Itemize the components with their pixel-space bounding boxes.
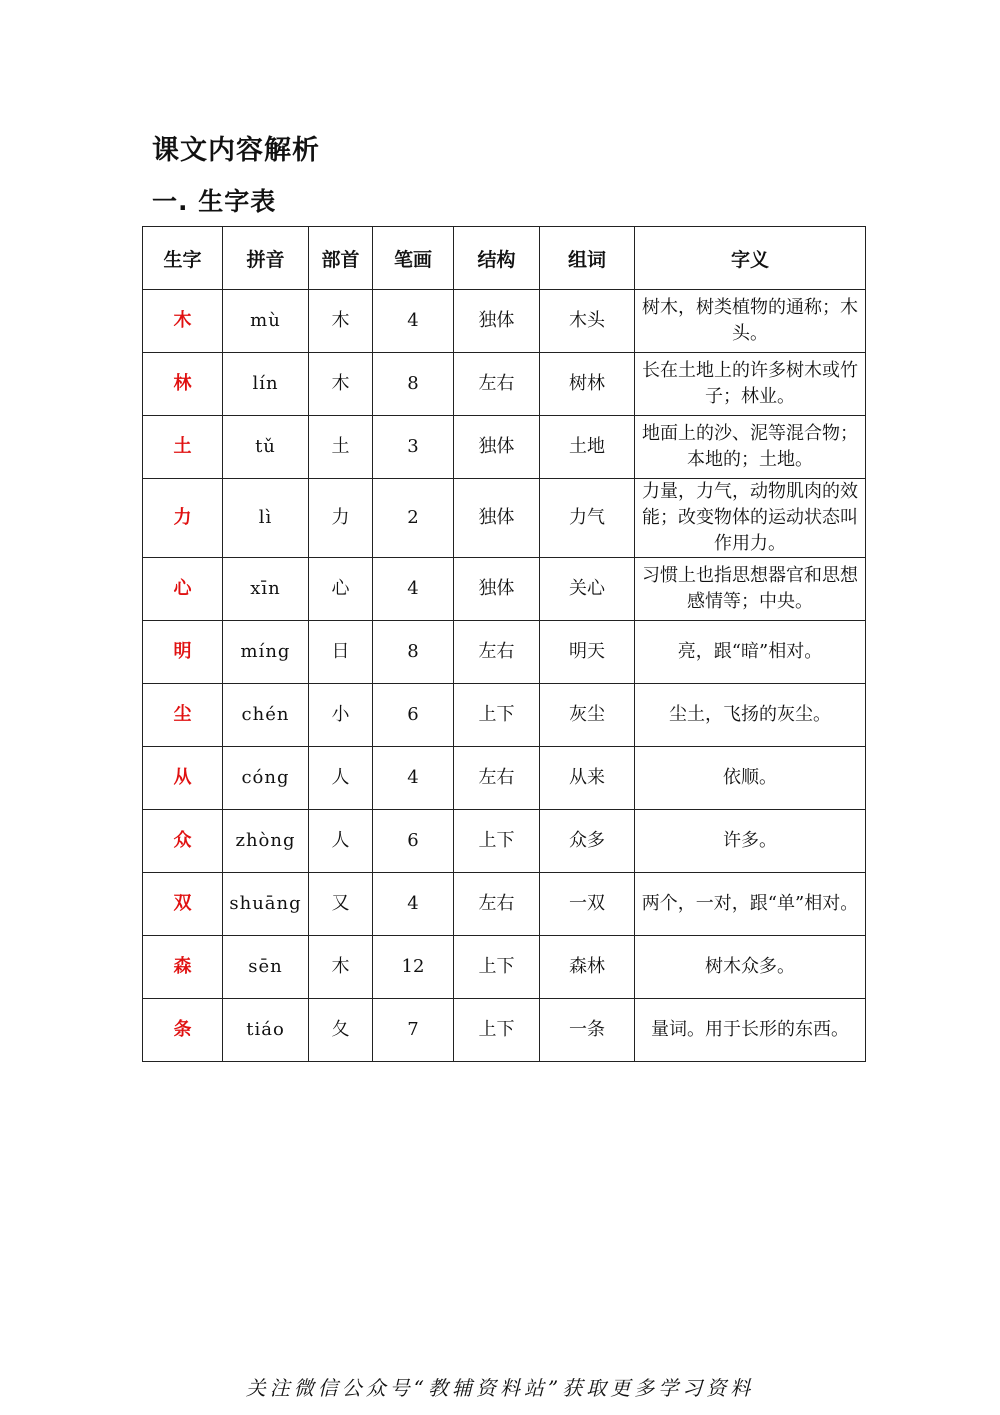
meaning-cell: 依顺。 [635, 747, 866, 810]
radical-cell: 日 [309, 621, 373, 684]
pinyin-cell: mù [223, 290, 309, 353]
structure-cell: 左右 [454, 747, 540, 810]
table-header-row [143, 227, 866, 290]
table-row [143, 747, 866, 810]
word-cell: 木头 [540, 290, 635, 353]
structure-cell: 上下 [454, 999, 540, 1062]
structure-cell: 独体 [454, 416, 540, 479]
structure-cell: 左右 [454, 621, 540, 684]
strokes-cell: 12 [373, 936, 454, 999]
table-row [143, 290, 866, 353]
word-cell: 森林 [540, 936, 635, 999]
table-row [143, 621, 866, 684]
strokes-cell: 6 [373, 810, 454, 873]
table-row [143, 936, 866, 999]
pinyin-cell: cóng [223, 747, 309, 810]
pinyin-cell: shuāng [223, 873, 309, 936]
pinyin-cell: sēn [223, 936, 309, 999]
column-header-pinyin: 拼音 [223, 227, 309, 290]
pinyin-cell: lín [223, 353, 309, 416]
structure-cell: 左右 [454, 873, 540, 936]
column-header-meaning: 字义 [635, 227, 866, 290]
table-row [143, 353, 866, 416]
meaning-cell: 地面上的沙、泥等混合物；本地的；土地。 [635, 416, 866, 479]
table-row [143, 558, 866, 621]
char-cell: 明 [143, 621, 223, 684]
word-cell: 力气 [540, 479, 635, 558]
word-cell: 众多 [540, 810, 635, 873]
char-cell: 木 [143, 290, 223, 353]
word-cell: 土地 [540, 416, 635, 479]
structure-cell: 上下 [454, 684, 540, 747]
char-cell: 从 [143, 747, 223, 810]
word-cell: 一条 [540, 999, 635, 1062]
page-title: 课文内容解析 [152, 135, 320, 166]
table-row [143, 416, 866, 479]
section-title: 一. 生字表 [152, 187, 277, 216]
char-cell: 力 [143, 479, 223, 558]
char-cell: 土 [143, 416, 223, 479]
radical-cell: 夂 [309, 999, 373, 1062]
strokes-cell: 6 [373, 684, 454, 747]
structure-cell: 独体 [454, 558, 540, 621]
column-header-char: 生字 [143, 227, 223, 290]
radical-cell: 小 [309, 684, 373, 747]
meaning-cell: 树木众多。 [635, 936, 866, 999]
strokes-cell: 2 [373, 479, 454, 558]
char-cell: 林 [143, 353, 223, 416]
pinyin-cell: tǔ [223, 416, 309, 479]
radical-cell: 木 [309, 936, 373, 999]
table-row [143, 873, 866, 936]
word-cell: 明天 [540, 621, 635, 684]
radical-cell: 人 [309, 747, 373, 810]
column-header-radical: 部首 [309, 227, 373, 290]
strokes-cell: 4 [373, 558, 454, 621]
meaning-cell: 力量，力气，动物肌肉的效能；改变物体的运动状态叫作用力。 [635, 479, 866, 558]
table-row [143, 810, 866, 873]
meaning-cell: 树木，树类植物的通称；木头。 [635, 290, 866, 353]
character-table [142, 226, 866, 1062]
strokes-cell: 7 [373, 999, 454, 1062]
strokes-cell: 3 [373, 416, 454, 479]
char-cell: 双 [143, 873, 223, 936]
footer-note: 关注微信公众号“教辅资料站”获取更多学习资料 [245, 1376, 755, 1400]
word-cell: 关心 [540, 558, 635, 621]
strokes-cell: 8 [373, 621, 454, 684]
structure-cell: 左右 [454, 353, 540, 416]
char-cell: 心 [143, 558, 223, 621]
structure-cell: 独体 [454, 290, 540, 353]
char-cell: 森 [143, 936, 223, 999]
radical-cell: 木 [309, 290, 373, 353]
table-row [143, 999, 866, 1062]
meaning-cell: 许多。 [635, 810, 866, 873]
word-cell: 一双 [540, 873, 635, 936]
table-row [143, 684, 866, 747]
meaning-cell: 尘土，飞扬的灰尘。 [635, 684, 866, 747]
meaning-cell: 长在土地上的许多树木或竹子；林业。 [635, 353, 866, 416]
meaning-cell: 亮，跟“暗”相对。 [635, 621, 866, 684]
word-cell: 灰尘 [540, 684, 635, 747]
structure-cell: 上下 [454, 936, 540, 999]
pinyin-cell: lì [223, 479, 309, 558]
radical-cell: 土 [309, 416, 373, 479]
pinyin-cell: zhòng [223, 810, 309, 873]
meaning-cell: 两个，一对，跟“单”相对。 [635, 873, 866, 936]
word-cell: 树林 [540, 353, 635, 416]
radical-cell: 力 [309, 479, 373, 558]
radical-cell: 心 [309, 558, 373, 621]
radical-cell: 木 [309, 353, 373, 416]
meaning-cell: 习惯上也指思想器官和思想感情等；中央。 [635, 558, 866, 621]
pinyin-cell: xīn [223, 558, 309, 621]
pinyin-cell: chén [223, 684, 309, 747]
structure-cell: 独体 [454, 479, 540, 558]
strokes-cell: 8 [373, 353, 454, 416]
strokes-cell: 4 [373, 290, 454, 353]
pinyin-cell: míng [223, 621, 309, 684]
radical-cell: 人 [309, 810, 373, 873]
column-header-word: 组词 [540, 227, 635, 290]
char-cell: 众 [143, 810, 223, 873]
char-cell: 尘 [143, 684, 223, 747]
char-cell: 条 [143, 999, 223, 1062]
column-header-strokes: 笔画 [373, 227, 454, 290]
strokes-cell: 4 [373, 747, 454, 810]
structure-cell: 上下 [454, 810, 540, 873]
meaning-cell: 量词。用于长形的东西。 [635, 999, 866, 1062]
pinyin-cell: tiáo [223, 999, 309, 1062]
radical-cell: 又 [309, 873, 373, 936]
table-row [143, 479, 866, 558]
strokes-cell: 4 [373, 873, 454, 936]
word-cell: 从来 [540, 747, 635, 810]
column-header-structure: 结构 [454, 227, 540, 290]
